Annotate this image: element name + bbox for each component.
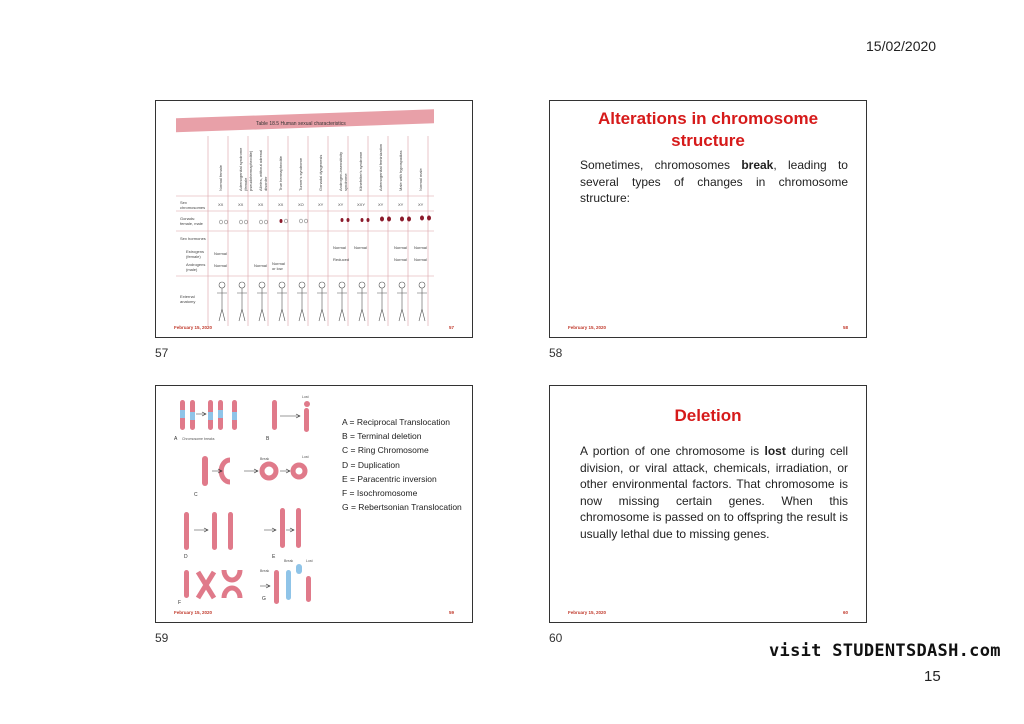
table-cell: Normal — [394, 245, 407, 250]
table-cell: Normal — [214, 263, 227, 268]
chromosome-alterations-diagram — [156, 386, 336, 616]
legend-item: G = Rebertsonian Translocation — [342, 502, 462, 512]
legend-item: C = Ring Chromosome — [342, 445, 429, 455]
row-label: Estrogens (female) — [186, 249, 205, 259]
diagram-label-break: Break — [260, 457, 270, 461]
slide-title-line-2: structure — [671, 131, 745, 150]
row-label: External anatomy — [180, 294, 196, 304]
diagram-label-lost: Lost — [302, 455, 309, 459]
diagram-label-g: G — [262, 596, 266, 602]
table-cell: XO — [298, 202, 304, 207]
column-label: Normal male — [418, 168, 423, 191]
diagram-label-lost: Lost — [306, 559, 313, 563]
column-label: Male with hypospadias — [398, 150, 403, 191]
diagram-label-d: D — [184, 554, 188, 560]
slide-footer-number: 57 — [448, 325, 454, 330]
slide-57 — [155, 100, 473, 338]
table-cell: XX — [238, 202, 244, 207]
slide-body-text: Sometimes, chromosomes break, leading to several types of changes in chromosome structure: — [580, 158, 848, 205]
column-label: Alleles, without adrenal disorder — [258, 149, 268, 191]
slide-number: 60 — [549, 631, 563, 645]
legend-item: F = Isochromosome — [342, 488, 418, 498]
slide-body-text: A portion of one chromosome is lost during cell division, or viral attack, chemicals, irradiation, or other environmental factors. That chromosome is now missing certain genes. When this chromosome is passed on to offspring the result is usually lethal due to missing genes. — [580, 444, 849, 541]
table-cell: Normal — [254, 263, 267, 268]
diagram-label-break: Break — [284, 559, 294, 563]
visit-website-link[interactable]: visit STUDENTSDASH.com — [769, 641, 1001, 661]
table-title: Table 18.5 Human sexual characteristics — [256, 121, 346, 127]
legend-item: B = Terminal deletion — [342, 431, 422, 441]
table-cell: Normal — [354, 245, 367, 250]
diagram-label-lost: Lost — [302, 395, 309, 399]
table-cell: XX — [218, 202, 224, 207]
column-label: Turner's syndrome — [298, 157, 303, 191]
legend-item: D = Duplication — [342, 460, 400, 470]
table-cell: Normal — [333, 245, 346, 250]
column-label: True hermaphrodite — [278, 156, 283, 191]
column-label: Adrenogenital syndrome (female pseudohermaphrodite) — [238, 147, 253, 191]
table-cell: XY — [378, 202, 384, 207]
table-cell: XX — [258, 202, 264, 207]
slide-number: 59 — [155, 631, 169, 645]
diagram-label-f: F — [178, 600, 182, 606]
table-cell: XXY — [357, 202, 366, 207]
row-label: Sex chromosomes — [180, 200, 206, 210]
table-cell: Reduced — [333, 257, 350, 262]
table-cell: XY — [318, 202, 324, 207]
row-label: Sex hormones — [180, 236, 206, 241]
diagram-label-breaks: Chromosome breaks — [182, 437, 215, 441]
table-cell: Normal — [414, 257, 427, 262]
table-cell: XY — [338, 202, 344, 207]
slide-title — [550, 108, 866, 152]
table-cell: Normal — [394, 257, 407, 262]
slide-title: Deletion — [674, 406, 742, 425]
table-cell: XX — [278, 202, 284, 207]
slide-footer-date: February 15, 2020 — [568, 610, 607, 615]
row-label: Androgens (male) — [186, 262, 206, 272]
legend-item: A = Reciprocal Translocation — [342, 417, 450, 427]
slide-footer-date: February 15, 2020 — [174, 610, 213, 615]
slide-footer-number: 58 — [842, 325, 848, 330]
table-cell: Normal — [414, 245, 427, 250]
diagram-label-b: B — [266, 436, 270, 442]
slide-number: 58 — [549, 346, 563, 360]
slide-footer-date: February 15, 2020 — [174, 325, 213, 330]
slide-58 — [549, 100, 867, 338]
column-label: Klinefelter's syndrome — [358, 151, 363, 191]
slide-footer-number: 60 — [842, 610, 848, 615]
diagram-label-a: A — [174, 436, 178, 442]
column-label: Adrenogenital feminization — [378, 143, 383, 191]
slide-59 — [155, 385, 473, 623]
header-date: 15/02/2020 — [866, 38, 937, 54]
diagram-label-e: E — [272, 554, 276, 560]
slide-60 — [549, 385, 867, 623]
column-label: Normal female — [218, 164, 223, 191]
table-cell: Normal or low — [272, 261, 285, 271]
slide-number: 57 — [155, 346, 169, 360]
column-label: Gonadal dysgenesis — [318, 154, 323, 191]
slide-footer-date: February 15, 2020 — [568, 325, 607, 330]
diagram-label-c: C — [194, 492, 198, 498]
table-cell: XY — [418, 202, 424, 207]
diagram-label-break: Break — [260, 569, 270, 573]
slide-title-line-1: Alterations in chromosome — [597, 109, 819, 128]
column-label: Androgen-insensitivity syndrome — [338, 151, 348, 191]
row-label: Gonads: female, male — [180, 216, 203, 226]
table-cell: XY — [398, 202, 404, 207]
slide-footer-number: 59 — [448, 610, 454, 615]
legend-item: E = Paracentric inversion — [342, 474, 437, 484]
table-cell: Normal — [214, 251, 227, 256]
page-number: 15 — [924, 668, 941, 685]
